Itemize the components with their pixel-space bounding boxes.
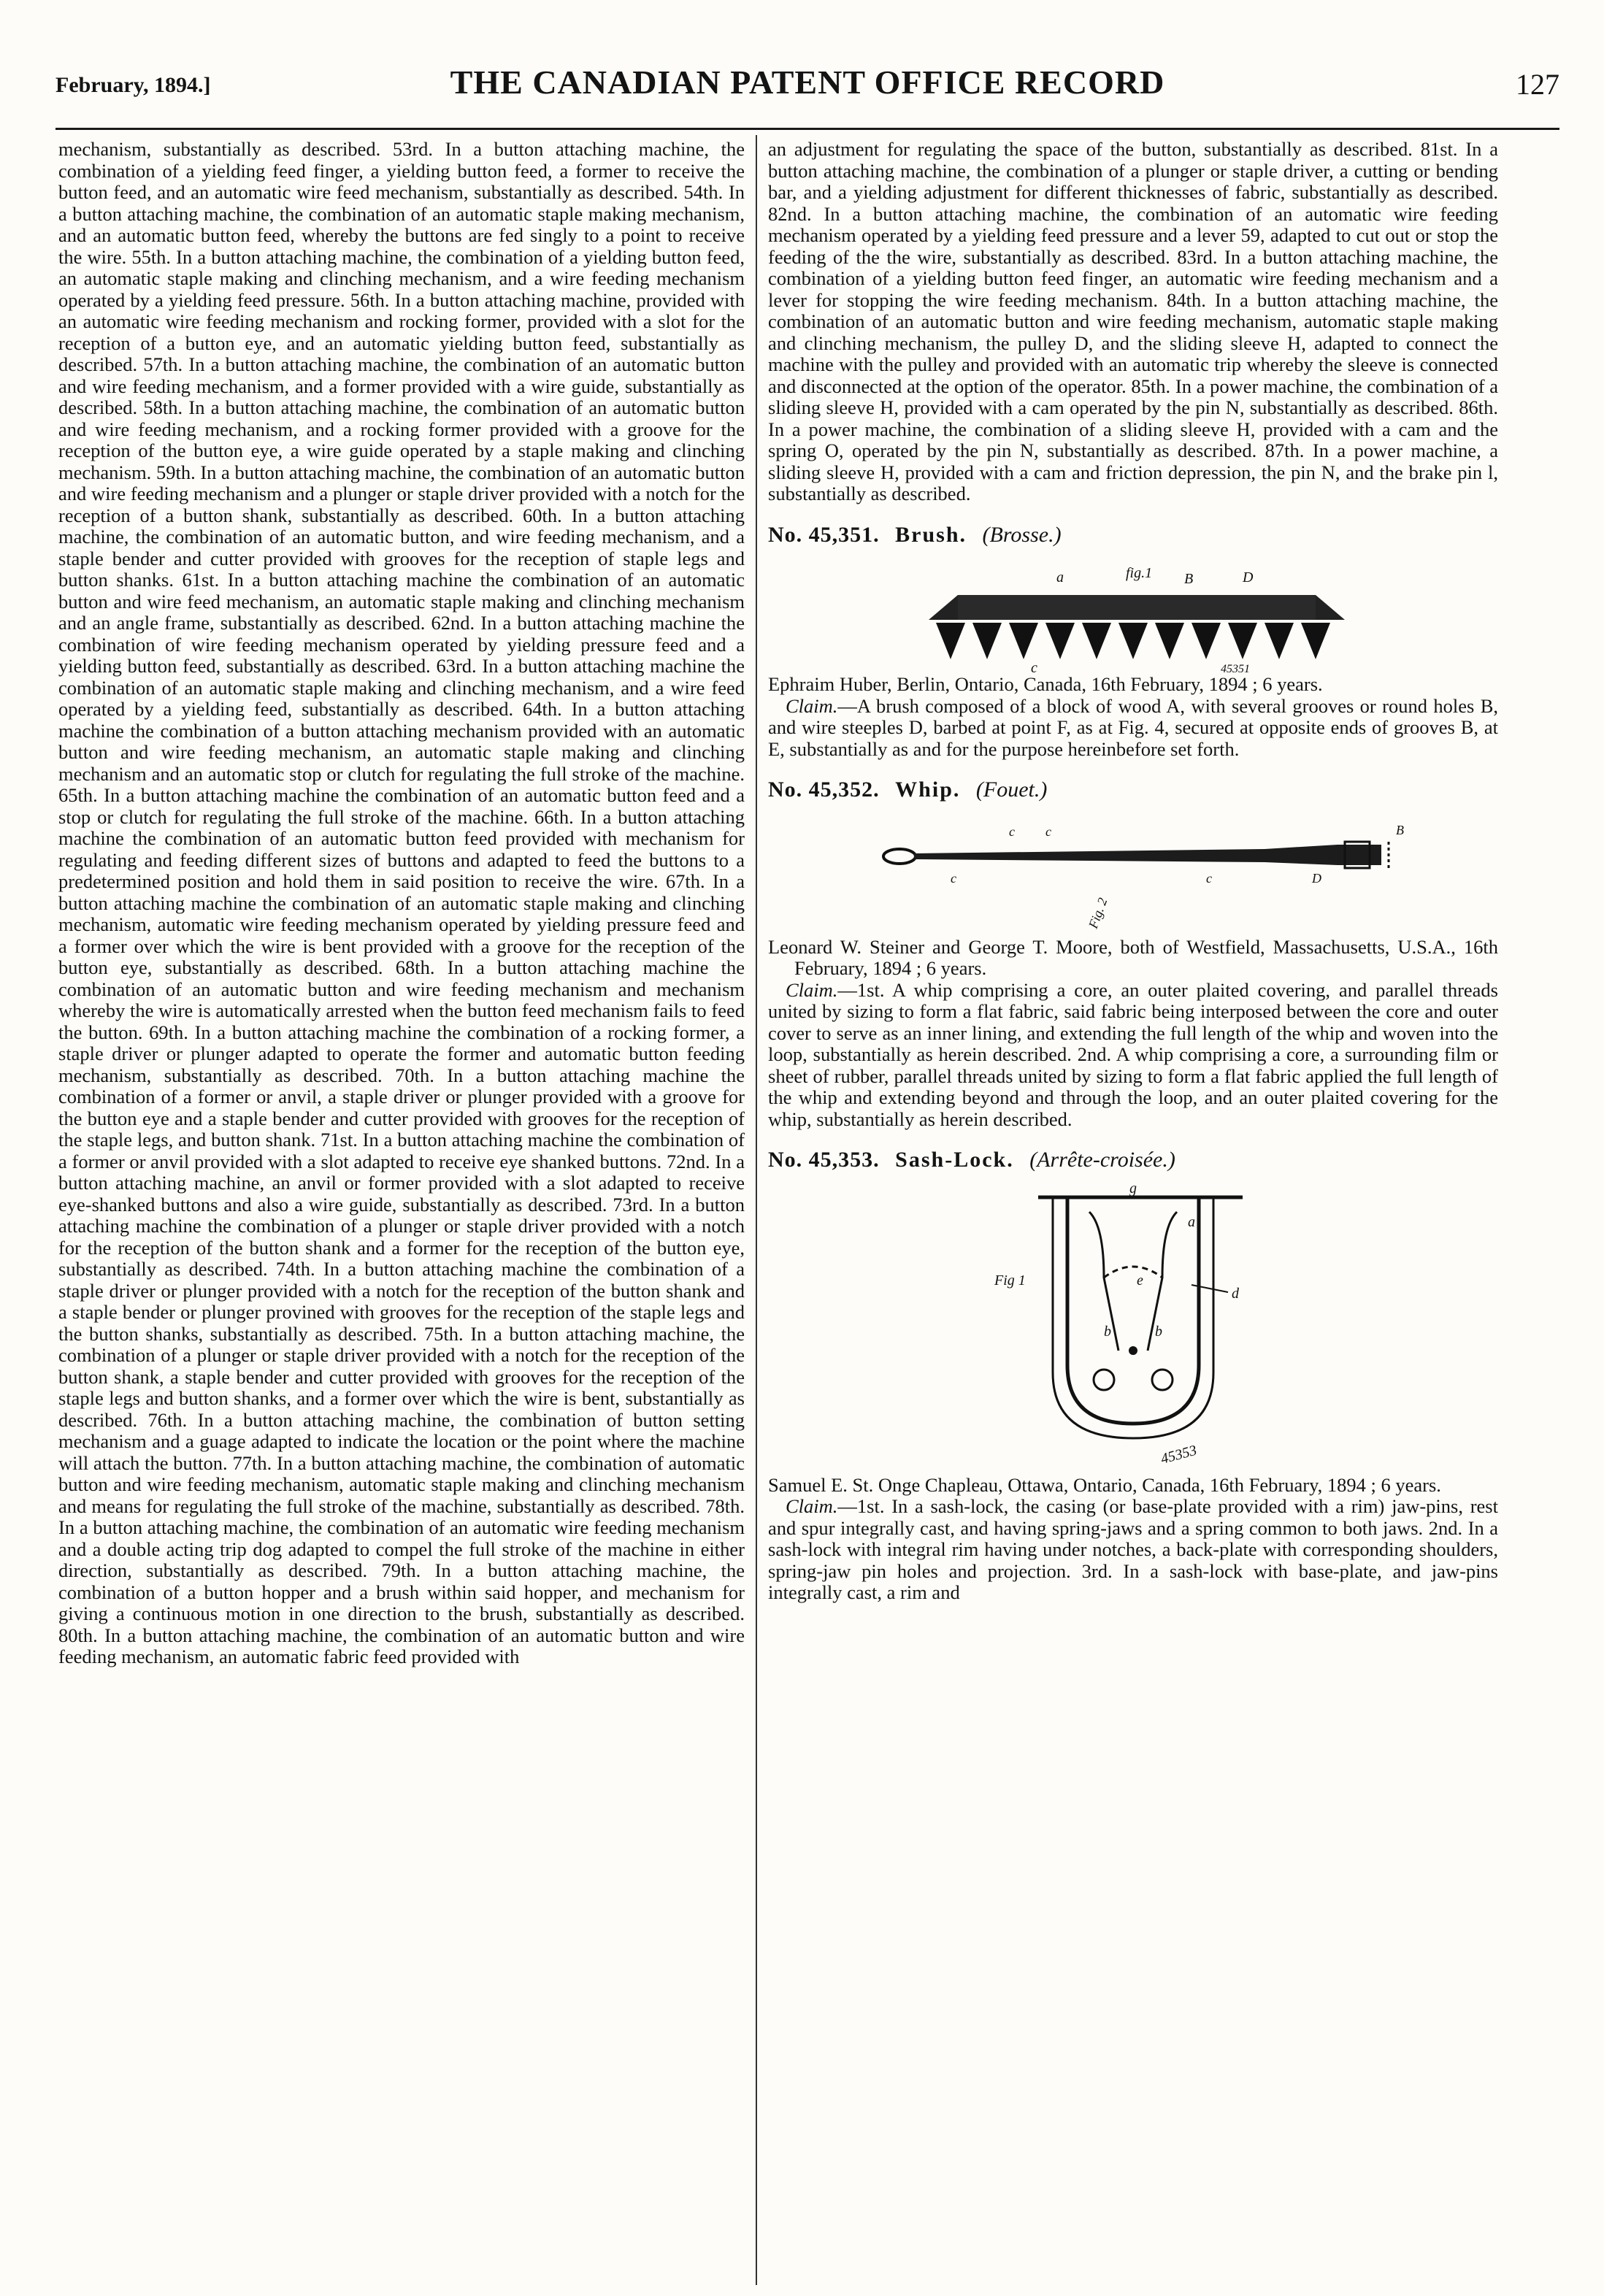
- patent-name: Sash-Lock.: [895, 1148, 1014, 1172]
- fig-letter: a: [1056, 569, 1064, 585]
- claim-text: —A brush composed of a block of wood A, with several grooves or round holes B, and wire steeples D, barbed at point F, as at Fig. 4, secured at opposite ends of grooves B, at E, substantially as and for the purpose hereinbefore set forth.: [768, 694, 1498, 760]
- right-column: [768, 139, 1498, 1604]
- claim-text: —1st. A whip comprising a core, an outer plaited covering, and parallel threads united by sizing to form a flat fabric, said fabric being interposed between the core and outer cover to serve as an inner lining, and extending the full length of the whip and woven into the loop, substantially as herein described. 2nd. A whip comprising a core, a surrounding film or sheet of rubber, parallel threads united by sizing to form a flat fabric applied the full length of the whip and extending beyond and through the loop, and an outer plaited covering for the whip, substantially as herein described.: [768, 978, 1498, 1130]
- left-column: [58, 139, 745, 1668]
- page-header: [55, 63, 1559, 107]
- inventor-line: Samuel E. St. Onge Chapleau, Ottawa, Ontario, Canada, 16th February, 1894 ; 6 years.: [768, 1473, 1441, 1496]
- patent-name: Brush.: [895, 522, 967, 547]
- patent-name-french: (Arrête-croisée.): [1029, 1148, 1175, 1172]
- fig-letter: c: [951, 870, 956, 886]
- patent-heading-45351: [768, 524, 1498, 546]
- claims-continuation-text: an adjustment for regulating the space of the button, substantially as described. 81st. In a button attaching machine, the combination of a plunger or staple driver, a cutting or bending bar, and a yielding adjustment for different thicknesses of fabric, substantially as described. 82nd. In a button attaching machine, the combination of an automatic wire feeding mechanism operated by a yielding feed pressure and a lever 59, adapted to cut out or stop the feeding of the the wire, substantially as described. 83rd. In a button attaching machine, the combination of a yielding button feed finger, an automatic wire feeding mechanism and a lever for stopping the wire feeding mechanism. 84th. In a button attaching machine, the combination of an automatic button and wire feeding mechanism, automatic staple making and clinching mechanism, the pulley D, and the sliding sleeve H, adapted to connect the machine with the pulley and provided with an automatic trip whereby the sleeve is connected and disconnected at the option of the operator. 85th. In a power machine, the combination of a sliding sleeve H, provided with a cam operated by the pin N, substantially as described. 86th. In a power machine, the combination of a sliding sleeve H, provided with a cam and the spring O, operated by the pin N, substantially as described. 87th. In a power machine, a sliding sleeve H, provided with a cam and friction depression, the pin N, and the brake pin l, substantially as described.: [768, 138, 1498, 504]
- inventor-line: Ephraim Huber, Berlin, Ontario, Canada, 16th February, 1894 ; 6 years.: [768, 673, 1323, 695]
- fig-label: Fig. 2: [1085, 895, 1110, 930]
- claim-paragraph: [768, 1496, 1498, 1604]
- fig-letter: a: [1188, 1213, 1195, 1230]
- patent-heading-45353: [768, 1149, 1498, 1171]
- claims-continued-text: mechanism, substantially as described. 53rd. In a button attaching machine, the combination of a yielding feed finger, a yielding button feed, a former to receive the button feed, and an automatic wire feed mechanism, substantially as described. 54th. In a button attaching machine, the combination of an automatic staple making mechanism, and an automatic button feed, whereby the buttons are fed singly to a point to receive the wire. 55th. In a button attaching machine, the combination of a yielding button feed, an automatic staple making and clinching mechanism, and a wire feeding mechanism operated by a yielding feed pressure. 56th. In a button attaching machine, provided with an automatic wire feeding mechanism and rocking former, provided with a slot for the reception of a button eye, and an automatic yielding button feed, substantially as described. 57th. In a button attaching machine, the combination of an automatic button and wire feeding mechanism, and a former provided with a wire guide, substantially as described. 58th. In a button attaching machine, the combination of an automatic button and wire feeding mechanism, and a rocking former provided with a groove for the reception of the button eye, a wire guide operated by a staple making and clinching mechanism. 59th. In a button attaching machine, the combination of an automatic button and wire feeding mechanism and a plunger or staple driver provided with a notch for the reception of a button shank, substantially as described. 60th. In a button attaching machine, the combination of an automatic button, and wire feeding mechanism, and a staple bender and cutter provided with grooves for the reception of staple legs and button shanks. 61st. In a button attaching machine the combination of an automatic button and wire feed mechanism, an automatic staple making and clinching mechanism and an angle frame, substantially as described. 62nd. In a button attaching machine the combination of wire feeding mechanism operated by yielding pressure feed and a yielding button feed, substantially as described. 63rd. In a button attaching machine the combination of an automatic staple making and clinching mechanism, and a wire feed operated by a yielding feed, substantially as described. 64th. In a button attaching machine the combination of a button attaching mechanism provided with an automatic button and wire feeding mechanism, an automatic staple making and clinching mechanism and an automatic stop or clutch for regulating the full stroke of the machine. 65th. In a button attaching machine the combination of an automatic button feed and a stop or clutch for regulating the full stroke of the machine. 66th. In a button attaching machine the combination of an automatic button feed provided with mechanism for regulating and feeding different sizes of buttons and adapted to feed the buttons to a predetermined position and hold them in said position to receive the wire. 67th. In a button attaching machine the combination of an automatic staple making and clinching mechanism, automatic wire feeding mechanism operated by yielding pressure feed and a former over which the wire is bent provided with a groove for the reception of the button eye, substantially as described. 68th. In a button attaching machine the combination of an automatic button and wire feeding mechanism and mechanism whereby the wire is automatically arrested when the button feed mechanism fails to feed the button. 69th. In a button attaching machine the combination of a rocking former, a staple driver or plunger adapted to operate the former and automatic button feeding mechanism, substantially as described. 70th. In a button attaching machine the combination of a former or anvil, a staple driver or plunger provided with a groove for the button eye and a staple bender and cutter provided with grooves for the reception of the staple legs, and button shank. 71st. In a button attaching machine the combination of a former or anvil provided with a slot adapted to receive eye shanked buttons. 72nd. In a button attaching machine, an anvil or former provided with a slot adapted to receive eye-shanked buttons and also a wire guide, substantially as described. 73rd. In a button attaching machine the combination of a plunger or staple driver provided with a notch for the reception of the button shank and a former for the reception of the button eye, substantially as described. 74th. In a button attaching machine the combination of a staple driver or plunger provided with a notch for the reception of the button shank and a staple bender or plunger provined with grooves for the reception of the staple legs and the button shanks, substantially as described. 75th. In a button attaching machine, the combination of a plunger or staple driver provided with a notch for the reception of the button shank, a staple bender and cutter provided with grooves for the reception of the staple legs and button shanks, and a former over which the wire is bent, substantially as described. 76th. In a button attaching machine, the combination of button setting mechanism and a guage adapted to indicate the location or the point where the machine will attach the button. 77th. In a button attaching machine, the combination of automatic button and wire feeding mechanism, automatic staple making and clinching mechanism and means for regulating the full stroke of the machine, substantially as described. 78th. In a button attaching machine, the combination of an automatic wire feeding mechanism and a double acting trip dog adapted to compel the full stroke of the machine in either direction, substantially as described. 79th. In a button attaching machine, the combination of a button hopper and a brush within said hopper, and mechanism for giving a continuous motion in one direction to the brush, substantially as described. 80th. In a button attaching machine, the combination of an automatic button and wire feeding mechanism, an automatic fabric feed provided with: [58, 138, 745, 1667]
- patent-number: No. 45,351.: [768, 522, 880, 547]
- fig-letter: 45351: [1221, 663, 1250, 674]
- patent-number: No. 45,353.: [768, 1148, 880, 1172]
- brush-figure: [907, 557, 1359, 674]
- fig-letter: c: [1045, 823, 1051, 839]
- claim-label: Claim.: [786, 978, 838, 1001]
- fig-letter: D: [1312, 870, 1321, 886]
- claim-paragraph: [768, 696, 1498, 761]
- fig-letter: d: [1232, 1285, 1239, 1302]
- sash-lock-figure: [980, 1183, 1286, 1475]
- fig-letter: e: [1137, 1272, 1143, 1289]
- whip-figure: [856, 813, 1411, 937]
- page-number: 127: [1516, 68, 1559, 101]
- patent-number: No. 45,352.: [768, 778, 880, 802]
- fig-letter: D: [1243, 569, 1254, 585]
- patent-heading-45352: [768, 779, 1498, 801]
- fig-letter: c: [1009, 823, 1015, 839]
- fig-letter: 45353: [1159, 1442, 1199, 1467]
- claim-label: Claim.: [786, 694, 838, 717]
- fig-letter: B: [1184, 571, 1194, 587]
- fig-letter: B: [1396, 822, 1404, 837]
- fig-letter: b: [1104, 1323, 1111, 1340]
- patent-name: Whip.: [895, 778, 961, 802]
- claim-label: Claim.: [786, 1495, 838, 1517]
- header-rule: [55, 128, 1559, 130]
- fig-label: fig.1: [1126, 565, 1153, 581]
- issue-date: February, 1894.]: [55, 73, 211, 97]
- fig-label: Fig 1: [994, 1272, 1026, 1289]
- fig-letter: g: [1129, 1182, 1137, 1197]
- claim-text: —1st. In a sash-lock, the casing (or base-plate provided with a rim) jaw-pins, rest and spur integrally cast, and having spring-jaws and a spring common to both jaws. 2nd. In a sash-lock with integral rim having under notches, a back-plate with corresponding shoulders, spring-jaw pin holes and projection. 3rd. In a sash-lock with base-plate, and jaw-pins integrally cast, a rim and: [768, 1495, 1498, 1603]
- inventor-line: Leonard W. Steiner and George T. Moore, both of Westfield, Massachusetts, U.S.A., 16th February, 1894 ; 6 years.: [768, 935, 1498, 979]
- column-divider: [756, 135, 757, 2285]
- journal-title: THE CANADIAN PATENT OFFICE RECORD: [450, 64, 1165, 101]
- fig-letter: c: [1031, 660, 1037, 674]
- patent-name-french: (Fouet.): [975, 778, 1048, 802]
- claim-paragraph: [768, 980, 1498, 1131]
- fig-letter: b: [1155, 1323, 1162, 1340]
- fig-letter: c: [1206, 870, 1212, 886]
- patent-name-french: (Brosse.): [982, 522, 1062, 547]
